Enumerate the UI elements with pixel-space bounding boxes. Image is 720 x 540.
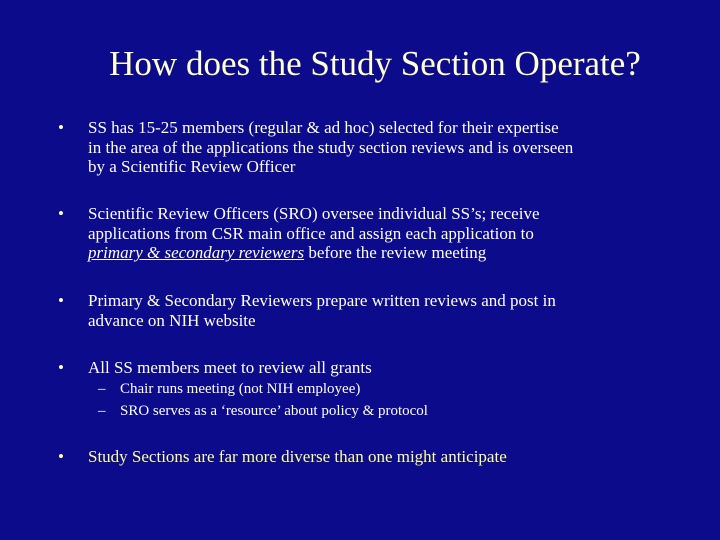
bullet-diversity <box>58 447 507 467</box>
bullet-line: applications from CSR main office and assign each application to <box>88 223 534 243</box>
sub-bullet-line: SRO serves as a ‘resource’ about policy & protocol <box>120 403 428 419</box>
bullet-icon: • <box>58 118 64 137</box>
bullet-icon: • <box>58 447 64 466</box>
bullet-reviewers <box>58 291 556 330</box>
bullet-line: Study Sections are far more diverse than one might anticipate <box>88 447 507 466</box>
bullet-line: advance on NIH website <box>88 310 256 330</box>
bullet-line: in the area of the applications the study section reviews and is overseen <box>88 137 574 157</box>
bullet-icon: • <box>58 204 64 223</box>
bullet-members <box>58 118 573 177</box>
bullet-icon: • <box>58 291 64 310</box>
bullet-line: SS has 15-25 members (regular & ad hoc) selected for their expertise <box>88 118 559 137</box>
bullet-line: before the review meeting <box>304 243 487 262</box>
slide-title: How does the Study Section Operate? <box>109 44 641 83</box>
sub-bullet-sro <box>98 400 428 422</box>
sub-bullet-chair <box>98 378 360 400</box>
dash-icon: – <box>98 403 106 419</box>
bullet-sro <box>58 204 540 263</box>
reviewers-link[interactable]: primary & secondary reviewers <box>88 243 305 262</box>
bullet-icon: • <box>58 358 64 377</box>
dash-icon: – <box>98 381 106 397</box>
sub-bullet-line: Chair runs meeting (not NIH employee) <box>120 381 361 397</box>
bullet-meeting <box>58 358 372 378</box>
bullet-line: by a Scientific Review Officer <box>88 157 296 176</box>
bullet-line: Primary & Secondary Reviewers prepare written reviews and post in <box>88 291 556 310</box>
bullet-line: Scientific Review Officers (SRO) oversee individual SS’s; receive <box>88 204 540 223</box>
bullet-line: All SS members meet to review all grants <box>88 358 372 377</box>
